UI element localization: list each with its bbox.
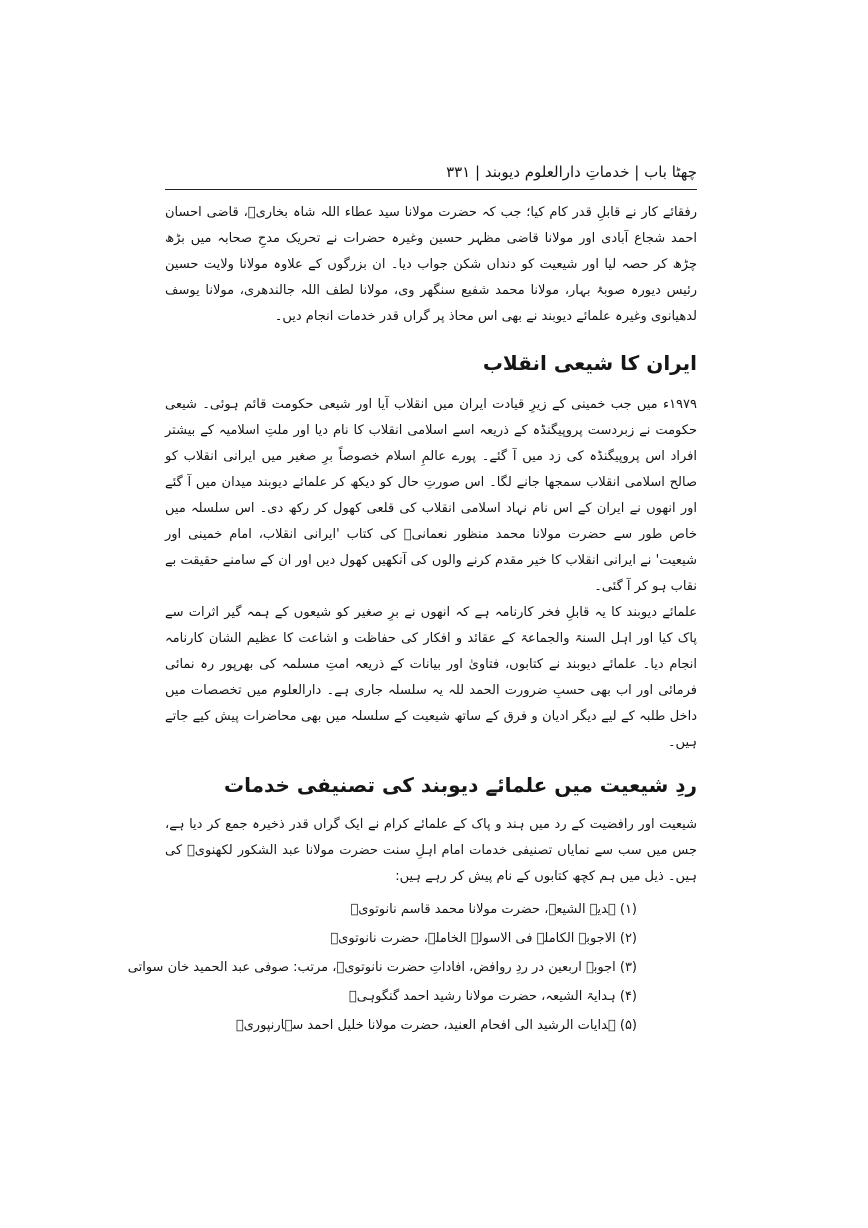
list-item: (۱) ہدیۃ الشیعہ، حضرت مولانا محمد قاسم نانوتویؒ [350, 902, 637, 917]
header-rule [165, 189, 697, 190]
paragraph: رفقائے کار نے قابلِ قدر کام کیا؛ جب کہ حضرت مولانا سید عطاء اللہ شاہ بخاریؒ، قاضی احسان احمد شجاع آبادی اور مولانا قاضی مظہر حسین وغیرہ حضرات نے تحریک مدحِ صحابہ میں بڑھ چڑھ کر حصہ لیا اور شیعیت کو دنداں شکن جواب دیا۔ ان بزرگوں کے علاوہ مولانا ولایت حسین رئیس دیورہ صوبۂ بہار، مولانا محمد شفیع سنگھر وی، مولانا لطف اللہ جالندھری، مولانا یوسف لدھیانوی وغیرہ علمائے دیوبند نے بھی اس محاذ پر گراں قدر خدمات انجام دیں۔ [165, 205, 697, 324]
section-heading-iran-revolution: ایران کا شیعی انقلاب [482, 351, 697, 375]
intro-section [165, 200, 697, 330]
refutation-works-section [165, 812, 697, 890]
paragraph: شیعیت اور رافضیت کے رد میں ہند و پاک کے علمائے کرام نے ایک گراں قدر ذخیرہ جمع کر دیا ہے، جس میں سب سے نمایاں تصنیفی خدمات امام اہلِ سنت حضرت مولانا عبد الشکور لکھنویؒ کی ہیں۔ ذیل میں ہم کچھ کتابوں کے نام پیش کر رہے ہیں: [165, 817, 697, 884]
running-head: چھٹا باب | خدماتِ دارالعلوم دیوبند | ۳۳۱ [446, 163, 697, 181]
list-item: (۴) ہدایۃ الشیعہ، حضرت مولانا رشید احمد گنگوہیؒ [348, 989, 637, 1004]
book-list [127, 895, 697, 1040]
list-item: (۲) الاجوبۃ الکاملۃ فی الاسولۃ الخاملۃ، حضرت نانوتویؒ [330, 931, 637, 946]
paragraph: ۱۹۷۹ء میں جب خمینی کے زیرِ قیادت ایران میں انقلاب آیا اور شیعی حکومت قائم ہوئی۔ شیعی حکومت نے زبردست پروپیگنڈہ کے ذریعہ اسے اسلامی انقلاب کا نام دیا اور ملتِ اسلامیہ کے بیشتر افراد اس پروپیگنڈہ کی زد میں آ گئے۔ پورے عالمِ اسلام خصوصاً برِ صغیر میں ایرانی انقلاب کو صالح اسلامی انقلاب سمجھا جانے لگا۔ اس صورتِ حال کو دیکھ کر علمائے دیوبند میدان میں آ گئے اور انھوں نے ایران کے اس نام نہاد اسلامی انقلاب کی قلعی کھول کر رکھ دی۔ اس سلسلہ میں خاص طور سے حضرت مولانا محمد منظور نعمانیؒ کی کتاب 'ایرانی انقلاب، امام خمینی اور شیعیت' نے ایرانی انقلاب کا خیر مقدم کرنے والوں کی آنکھیں کھول دیں اور ان کے سامنے حقیقت بے نقاب ہو کر آ گئی۔ [165, 397, 697, 594]
list-item: (۳) اجوبہ اربعین در ردِ روافض، افاداتِ حضرت نانوتویؒ، مرتب: صوفی عبد الحمید خان سواتی [127, 960, 637, 975]
paragraph: علمائے دیوبند کا یہ قابلِ فخر کارنامہ ہے کہ انھوں نے برِ صغیر کو شیعوں کے ہمہ گیر اثرات سے پاک کیا اور اہل السنۃ والجماعۃ کے عقائد و افکار کی حفاظت و اشاعت کا عظیم الشان کارنامہ انجام دیا۔ علمائے دیوبند نے کتابوں، فتاویٰ اور بیانات کے ذریعہ امتِ مسلمہ کی بھرپور رہ نمائی فرمائی اور اب بھی حسبِ ضرورت الحمد للہ یہ سلسلہ جاری ہے۔ دارالعلوم میں تخصصات میں داخل طلبہ کے لیے دیگر ادیان و فرق کے ساتھ شیعیت کے سلسلہ میں بھی محاضرات پیش کیے جاتے ہیں۔ [165, 605, 697, 750]
iran-revolution-section [165, 392, 697, 756]
section-heading-refutation-works: ردِ شیعیت میں علمائے دیوبند کی تصنیفی خدمات [223, 773, 697, 797]
list-item: (۵) ہدایات الرشید الی افحام العنید، حضرت مولانا خلیل احمد سہارنپوریؒ [235, 1018, 637, 1033]
